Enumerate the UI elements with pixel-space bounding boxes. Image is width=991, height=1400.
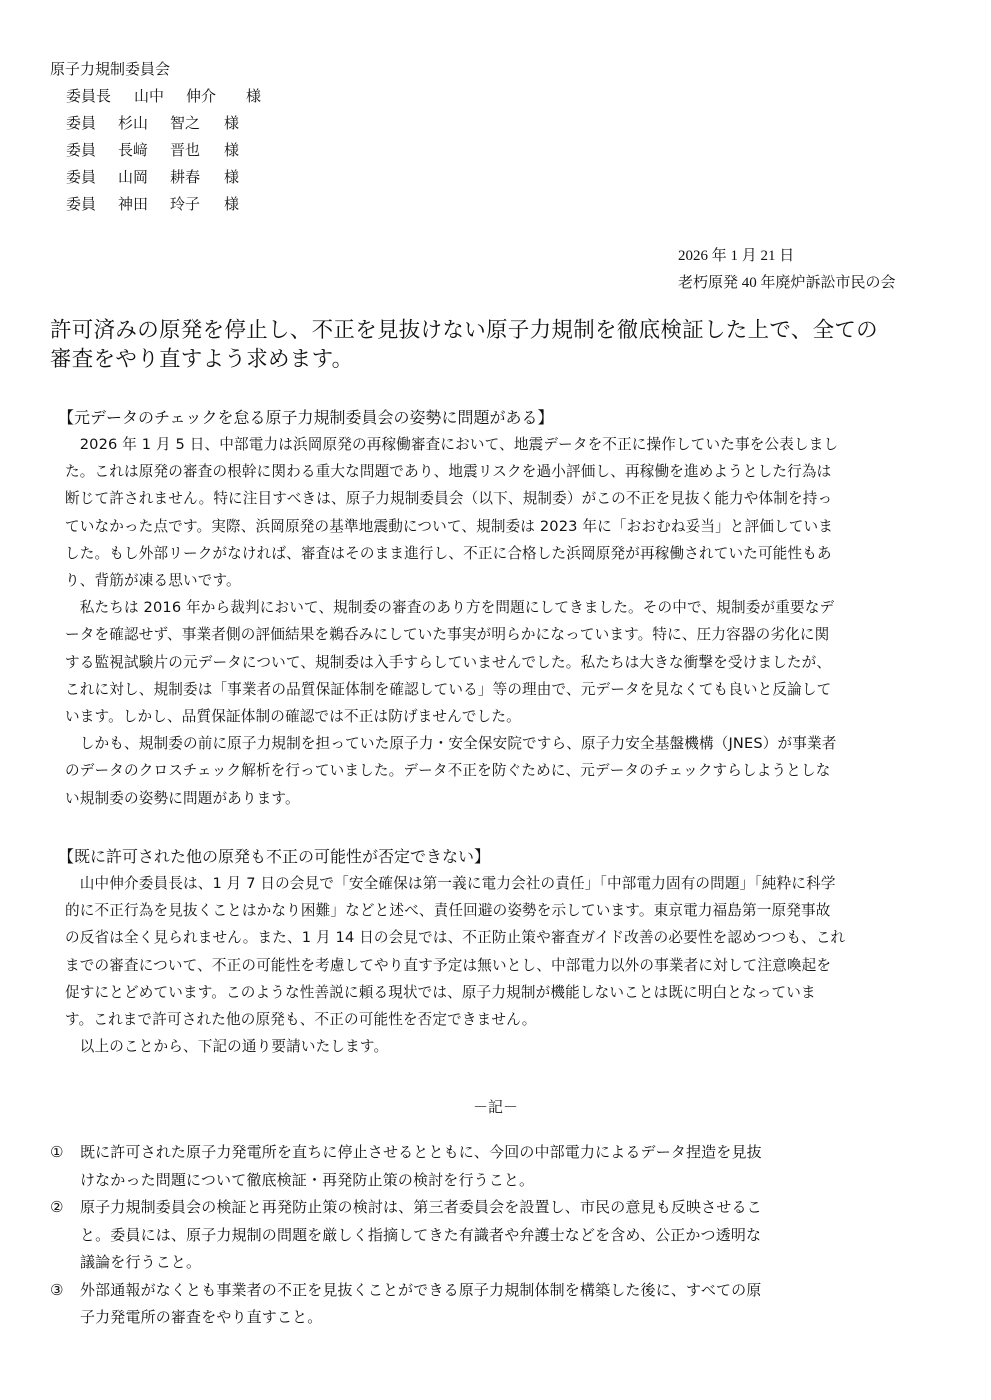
request-number: ① xyxy=(50,1143,64,1161)
member-surname: 山中 xyxy=(134,87,165,105)
sender-organization: 老朽原発 40 年廃炉訴訟市民の会 xyxy=(678,275,896,291)
member-given-name: 玲子 xyxy=(170,195,201,213)
section-heading: 【既に許可された他の原発も不正の可能性が否定できない】 xyxy=(58,847,491,866)
request-item xyxy=(50,1194,940,1277)
section-other-plants xyxy=(50,843,950,1060)
request-number: ③ xyxy=(50,1280,64,1299)
member-honorific: 様 xyxy=(224,141,240,159)
request-number: ② xyxy=(50,1198,64,1216)
document-title xyxy=(50,316,950,374)
member-given-name: 晋也 xyxy=(170,141,201,159)
sender-block xyxy=(678,243,896,297)
member-honorific: 様 xyxy=(246,87,262,105)
member-honorific: 様 xyxy=(224,114,240,132)
letter-date: 2026 年 1 月 21 日 xyxy=(678,248,795,264)
request-text: 原子力規制委員会の検証と再発防止策の検討は、第三者委員会を設置し、市民の意見も反映させるこ と。委員には、原子力規制の問題を厳しく指摘してきた有識者や弁護士などを含め、公正かつ透明な 議論を行うこと。 xyxy=(80,1198,762,1271)
member-surname: 杉山 xyxy=(118,114,149,132)
addressee-member xyxy=(66,137,261,164)
member-role: 委員 xyxy=(66,168,97,186)
section-data-check xyxy=(50,404,950,812)
member-surname: 山岡 xyxy=(118,168,149,186)
request-text: 既に許可された原子力発電所を直ちに停止させるとともに、今回の中部電力によるデータ捏造を見抜 けなかった問題について徹底検証・再発防止策の検討を行うこと。 xyxy=(80,1143,762,1189)
member-role: 委員 xyxy=(66,195,97,213)
body-paragraph: 山中伸介委員長は、1 月 7 日の会見で「安全確保は第一義に電力会社の責任」「中部電力固有の問題」「純粋に科学 的に不正行為を見抜くことはかなり困難」などと述べ、責任回避の姿勢を示しています。東京電力福島第一原発事故 の反省は全く見られません。また、1 月 14 日の会見では、不正防止策や審査ガイド改善の必要性を認めつつも、これ までの審査について、不正の可能性を考慮してやり直す予定は無いとし、中部電力以外の事業者に対して注意喚起を 促すにとどめています。このような性善説に頼る現状では、原子力規制が機能しないことは既に明白となっていま す。これまで許可された他の原発も、不正の可能性を否定できません。 xyxy=(65,875,846,1029)
request-text: 外部通報がなくとも事業者の不正を見抜くことができる原子力規制体制を構築した後に、すべての原 子力発電所の審査をやり直すこと。 xyxy=(80,1280,762,1326)
ki-heading: －記－ xyxy=(472,1098,518,1116)
member-given-name: 伸介 xyxy=(186,87,217,105)
member-role: 委員 xyxy=(66,141,97,159)
member-given-name: 耕春 xyxy=(170,168,201,186)
closing-paragraph: 以上のことから、下記の通り要請いたします。 xyxy=(65,1038,389,1056)
addressee-member xyxy=(66,191,261,218)
member-surname: 長﨑 xyxy=(118,141,149,159)
body-paragraph: 2026 年 1 月 5 日、中部電力は浜岡原発の再稼働審査において、地震データを不正に操作していた事を公表しまし た。これは原発の審査の根幹に関わる重大な問題であり、地震リスクを過小評価し、再稼働を進めようとした行為は 断じて許されません。特に注目すべきは、原子力規制委員会（以下、規制委）がこの不正を見抜く能力や体制を持っ ていなかった点です。実際、浜岡原発の基準地震動について、規制委は 2023 年に「おおむね妥当」と評価していま した。もし外部リークがなければ、審査はそのまま進行し、不正に合格した浜岡原発が再稼働されていた可能性もあ り、背筋が凍る思いです。 xyxy=(65,436,839,590)
request-item xyxy=(50,1277,940,1332)
member-honorific: 様 xyxy=(224,168,240,186)
title-line: 審査をやり直すよう求めます。 xyxy=(50,347,354,372)
member-given-name: 智之 xyxy=(170,114,201,132)
addressee-member xyxy=(66,83,261,110)
member-role: 委員 xyxy=(66,114,97,132)
section-heading: 【元データのチェックを怠る原子力規制委員会の姿勢に問題がある】 xyxy=(58,408,554,427)
request-list xyxy=(50,1139,940,1332)
addressee-member xyxy=(66,164,261,191)
title-line: 許可済みの原発を停止し、不正を見抜けない原子力規制を徹底検証した上で、全ての xyxy=(50,318,878,343)
addressee-block xyxy=(50,56,261,218)
member-honorific: 様 xyxy=(224,195,240,213)
addressee-member xyxy=(66,110,261,137)
request-item xyxy=(50,1139,940,1194)
addressee-organization: 原子力規制委員会 xyxy=(50,60,171,78)
body-paragraph: しかも、規制委の前に原子力規制を担っていた原子力・安全保安院ですら、原子力安全基盤機構（JNES）が事業者 のデータのクロスチェック解析を行っていました。データ不正を防ぐために、元データのチェックすらしようとしな い規制委の姿勢に問題があります。 xyxy=(65,735,837,807)
member-surname: 神田 xyxy=(118,195,149,213)
body-paragraph: 私たちは 2016 年から裁判において、規制委の審査のあり方を問題にしてきました。その中で、規制委が重要なデ ータを確認せず、事業者側の評価結果を鵜呑みにしていた事実が明らかになっています。特に、圧力容器の劣化に関 する監視試験片の元データについて、規制委は入手すらしていませんでした。私たちは大きな衝撃を受けましたが、 これに対し、規制委は「事業者の品質保証体制を確認している」等の理由で、元データを見なくても良いと反論して います。しかし、品質保証体制の確認では不正は防げませんでした。 xyxy=(65,599,835,726)
member-role: 委員長 xyxy=(66,87,112,105)
